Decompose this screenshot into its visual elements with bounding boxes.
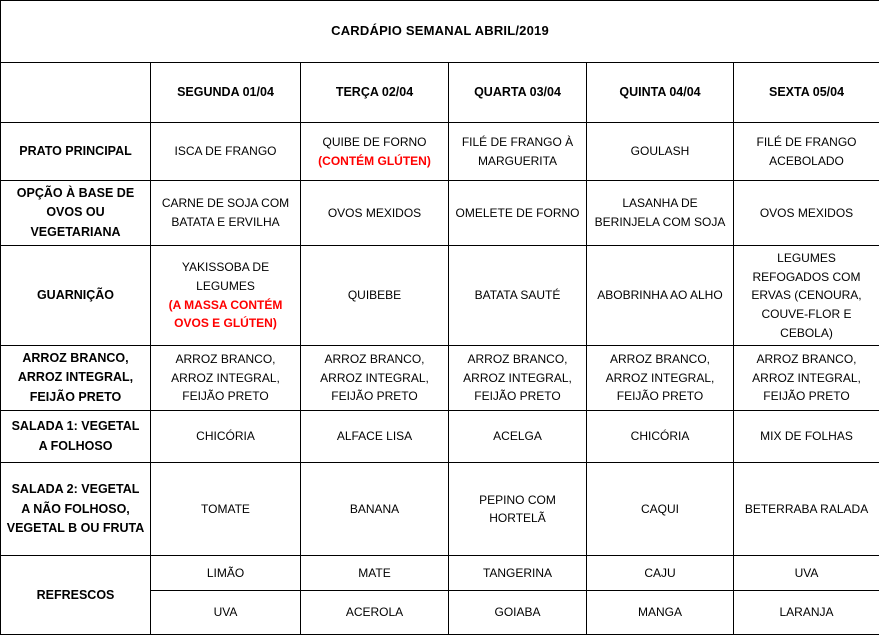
cell-text: CARNE DE SOJA COM BATATA E ERVILHA (162, 196, 289, 229)
cell-text: ALFACE LISA (337, 429, 412, 443)
allergen-note: (CONTÉM GLÚTEN) (306, 152, 443, 171)
row-label-refrescos: REFRESCOS (1, 556, 151, 635)
allergen-note: (A MASSA CONTÉM OVOS E GLÚTEN) (156, 296, 295, 333)
menu-cell (151, 591, 301, 635)
menu-cell (587, 556, 734, 591)
menu-cell (734, 346, 879, 411)
row-label-arroz-feijao: ARROZ BRANCO, ARROZ INTEGRAL, FEIJÃO PRETO (1, 346, 151, 411)
cell-text: MIX DE FOLHAS (760, 429, 853, 443)
cell-text: FILÉ DE FRANGO À MARGUERITA (462, 135, 573, 168)
corner-cell (1, 63, 151, 123)
cell-text: LASANHA DE BERINJELA COM SOJA (595, 196, 726, 229)
cell-text: LEGUMES REFOGADOS COM ERVAS (CENOURA, COUVE-FLOR E CEBOLA) (751, 251, 861, 339)
menu-cell (449, 181, 587, 246)
menu-cell (301, 591, 449, 635)
day-header-terca: TERÇA 02/04 (301, 63, 449, 123)
cell-text: OVOS MEXIDOS (760, 206, 853, 220)
cell-text: CHICÓRIA (196, 429, 255, 443)
cell-text: ABOBRINHA AO ALHO (597, 288, 722, 302)
menu-cell (587, 181, 734, 246)
day-header-segunda: SEGUNDA 01/04 (151, 63, 301, 123)
day-header-sexta: SEXTA 05/04 (734, 63, 879, 123)
menu-cell (151, 411, 301, 463)
cell-text: BANANA (350, 502, 399, 516)
menu-cell (301, 411, 449, 463)
menu-cell (449, 591, 587, 635)
cell-text: ARROZ BRANCO, ARROZ INTEGRAL, FEIJÃO PRETO (606, 352, 715, 403)
page-title: CARDÁPIO SEMANAL ABRIL/2019 (1, 1, 879, 63)
cell-text: GOIABA (494, 605, 540, 619)
row-label-salada-1: SALADA 1: VEGETAL A FOLHOSO (1, 411, 151, 463)
table-row (1, 556, 879, 591)
day-header-row (1, 63, 879, 123)
menu-cell (449, 246, 587, 346)
cell-text: OMELETE DE FORNO (455, 206, 579, 220)
table-row (1, 463, 879, 556)
cell-text: MANGA (638, 605, 682, 619)
cell-text: ACELGA (493, 429, 542, 443)
menu-cell (151, 346, 301, 411)
cell-text: ACEROLA (346, 605, 403, 619)
row-label-prato-principal: PRATO PRINCIPAL (1, 123, 151, 181)
cell-text: ISCA DE FRANGO (174, 144, 276, 158)
menu-cell (151, 246, 301, 346)
menu-cell (301, 123, 449, 181)
cell-text: ARROZ BRANCO, ARROZ INTEGRAL, FEIJÃO PRETO (171, 352, 280, 403)
row-label-opcao-vegetariana: OPÇÃO À BASE DE OVOS OU VEGETARIANA (1, 181, 151, 246)
menu-cell (301, 246, 449, 346)
table-row (1, 246, 879, 346)
menu-cell (301, 181, 449, 246)
table-row (1, 346, 879, 411)
menu-cell (734, 411, 879, 463)
row-label-guarnicao: GUARNIÇÃO (1, 246, 151, 346)
menu-cell (301, 556, 449, 591)
cell-text: QUIBE DE FORNO (322, 135, 426, 149)
row-label-salada-2: SALADA 2: VEGETAL A NÃO FOLHOSO, VEGETAL B OU FRUTA (1, 463, 151, 556)
cell-text: CAJU (644, 566, 675, 580)
cell-text: YAKISSOBA DE LEGUMES (182, 260, 269, 293)
menu-cell (151, 463, 301, 556)
day-header-quinta: QUINTA 04/04 (587, 63, 734, 123)
menu-cell (734, 591, 879, 635)
menu-cell (734, 463, 879, 556)
title-row (1, 1, 879, 63)
menu-cell (587, 123, 734, 181)
menu-cell (734, 246, 879, 346)
menu-cell (449, 556, 587, 591)
table-row (1, 123, 879, 181)
cell-text: TANGERINA (483, 566, 552, 580)
menu-cell (301, 346, 449, 411)
cell-text: PEPINO COM HORTELÃ (479, 493, 556, 526)
menu-cell (449, 346, 587, 411)
menu-cell (587, 591, 734, 635)
menu-cell (587, 463, 734, 556)
cell-text: QUIBEBE (348, 288, 401, 302)
menu-cell (449, 463, 587, 556)
menu-cell (151, 556, 301, 591)
cell-text: OVOS MEXIDOS (328, 206, 421, 220)
menu-cell (734, 123, 879, 181)
menu-cell (151, 123, 301, 181)
cell-text: GOULASH (631, 144, 690, 158)
menu-cell (734, 556, 879, 591)
cell-text: ARROZ BRANCO, ARROZ INTEGRAL, FEIJÃO PRETO (320, 352, 429, 403)
cell-text: CAQUI (641, 502, 679, 516)
cell-text: LARANJA (780, 605, 834, 619)
cell-text: LIMÃO (207, 566, 244, 580)
cell-text: CHICÓRIA (631, 429, 690, 443)
menu-cell (587, 411, 734, 463)
cell-text: ARROZ BRANCO, ARROZ INTEGRAL, FEIJÃO PRETO (752, 352, 861, 403)
menu-cell (301, 463, 449, 556)
cell-text: BETERRABA RALADA (745, 502, 868, 516)
menu-cell (449, 123, 587, 181)
menu-cell (734, 181, 879, 246)
menu-cell (151, 181, 301, 246)
cell-text: TOMATE (201, 502, 250, 516)
cell-text: UVA (214, 605, 238, 619)
cell-text: BATATA SAUTÉ (475, 288, 561, 302)
cell-text: FILÉ DE FRANGO ACEBOLADO (757, 135, 857, 168)
menu-cell (587, 346, 734, 411)
cell-text: ARROZ BRANCO, ARROZ INTEGRAL, FEIJÃO PRETO (463, 352, 572, 403)
menu-cell (587, 246, 734, 346)
day-header-quarta: QUARTA 03/04 (449, 63, 587, 123)
table-row (1, 411, 879, 463)
cell-text: MATE (358, 566, 390, 580)
cell-text: UVA (795, 566, 819, 580)
table-row (1, 181, 879, 246)
menu-cell (449, 411, 587, 463)
